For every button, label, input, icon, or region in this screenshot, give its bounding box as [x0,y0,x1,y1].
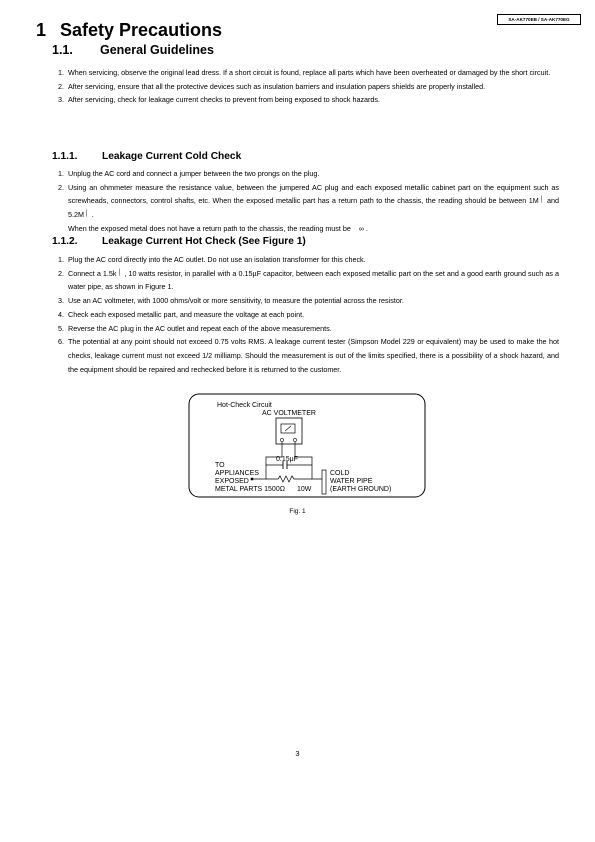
resistor-symbol [266,476,312,482]
figure-caption: Fig. 1 [289,508,306,515]
list-item [58,93,559,107]
item-number: 3. [58,95,64,105]
item-number: 1. [58,68,64,77]
list-item [58,167,559,181]
left-label-line2: APPLIANCES [215,470,259,477]
section-heading [36,20,222,41]
left-label-line4: METAL PARTS 1500Ω [215,486,285,493]
item-text: and 5.2M [68,196,559,220]
right-label-line2: WATER PIPE [330,478,373,485]
item-text: Unplug the AC cord and connect a jumper between the two prongs on the plug. [68,169,320,178]
voltmeter-box [276,418,302,444]
hot-check-circuit-diagram [188,393,426,498]
item-text: The potential at any point should not exceed 0.75 volts RMS. A leakage current tester (Simpson Model 229 or equivalent) may be used to make the hot checks, leakage current must not exceed 1/2 milliamp. Should the measurement is out of the limits specified, there is a possibility of a shock hazard, and the equipment should be repaired and rechecked before it is returned to the customer. [68,337,559,374]
item-text: Reverse the AC plug in the AC outlet and repeat each of the above measurements. [68,323,332,333]
item-text: When the exposed metal does not have a return path to the chassis, the reading must be [68,223,351,233]
infinity-symbol: ∞ [358,223,365,233]
section-title: Safety Precautions [60,20,223,40]
hot-check-number: 1.1.2. [52,236,78,247]
right-label-line3: (EARTH GROUND) [330,486,392,493]
ohm-symbol: │ [539,197,544,204]
item-text: . [89,210,94,220]
item-text: , 10 watts resistor, in parallel with a 0.15µF capacitor, between each exposed metallic part on the set and a good earth ground such as a water pipe, as shown in Figure 1. [68,268,559,292]
item-text: Check each exposed metallic part, and measure the voltage at each point. [68,309,305,319]
item-text: Using an ohmmeter measure the resistance value, between the jumpered AC plug and each exposed metallic cabinet part on the equipment such as screwheads, connectors, control shafts, etc. When the exposed metallic part has a return path to the chassis, the reading should be between 1M [68,182,559,206]
item-number: 2. [58,182,64,192]
item-text: After servicing, ensure that all the protective devices such as insulation barriers and insulation papers shields are properly installed. [68,81,486,91]
ohm-symbol: │ [84,211,89,218]
item-text: When servicing, observe the original lead dress. If a short circuit is found, replace all parts which have been overheated or damaged by the short circuit. [68,68,551,77]
probe-point-left [251,478,254,481]
cold-check-number: 1.1.1. [52,151,78,162]
list-item [58,66,559,80]
item-number: 2. [58,81,64,91]
item-number: 6. [58,337,64,347]
list-item [58,308,559,322]
wire-right [295,442,322,479]
hot-check-heading [52,236,306,247]
item-text: Connect a 1.5k [68,268,117,278]
item-number: 3. [58,296,64,306]
list-item [58,80,559,94]
model-number-label: SA-AK770EB / SA-AK770EG [497,14,581,25]
list-item [58,335,559,376]
cold-check-list [58,167,559,236]
meter-terminal-left [280,438,283,441]
item-text: After servicing, check for leakage current checks to prevent from being exposed to shock hazards. [68,95,381,105]
section-number: 1 [36,20,47,40]
voltmeter-needle [285,426,291,431]
hot-check-list [58,253,559,376]
cold-check-heading [52,151,241,162]
subsection-title: General Guidelines [100,43,214,57]
capacitor-label: 0.15μF [276,456,298,463]
item-number: 1. [58,169,64,178]
list-item [58,253,559,267]
item-number: 5. [58,323,64,333]
item-text: Plug the AC cord directly into the AC outlet. Do not use an isolation transformer for this check. [68,255,366,264]
right-label-line1: COLD [330,470,350,477]
item-number: 1. [58,255,64,264]
item-number: 4. [58,309,64,319]
list-item [58,181,559,236]
item-subtext [68,222,559,236]
ohm-symbol: │ [117,269,122,276]
page-number: 3 [295,749,300,758]
water-pipe-symbol [322,470,326,494]
subsection-heading [52,43,214,57]
list-item [58,267,559,294]
item-number: 2. [58,268,64,278]
left-label-line3: EXPOSED [215,478,249,485]
list-item [58,294,559,308]
cold-check-title: Leakage Current Cold Check [102,151,242,162]
subsection-number: 1.1. [52,43,73,57]
list-item [58,322,559,336]
meter-terminal-right [293,438,296,441]
general-guidelines-list [58,66,559,107]
watts-label: 10W [297,486,312,493]
item-text: Use an AC voltmeter, with 1000 ohms/volt or more sensitivity, to measure the potential across the resistor. [68,296,404,306]
meter-label: AC VOLTMETER [262,410,316,417]
diagram-title: Hot-Check Circuit [217,402,272,409]
left-label-line1: TO [215,462,225,469]
item-text: . [364,223,369,233]
hot-check-title: Leakage Current Hot Check (See Figure 1) [102,236,306,247]
